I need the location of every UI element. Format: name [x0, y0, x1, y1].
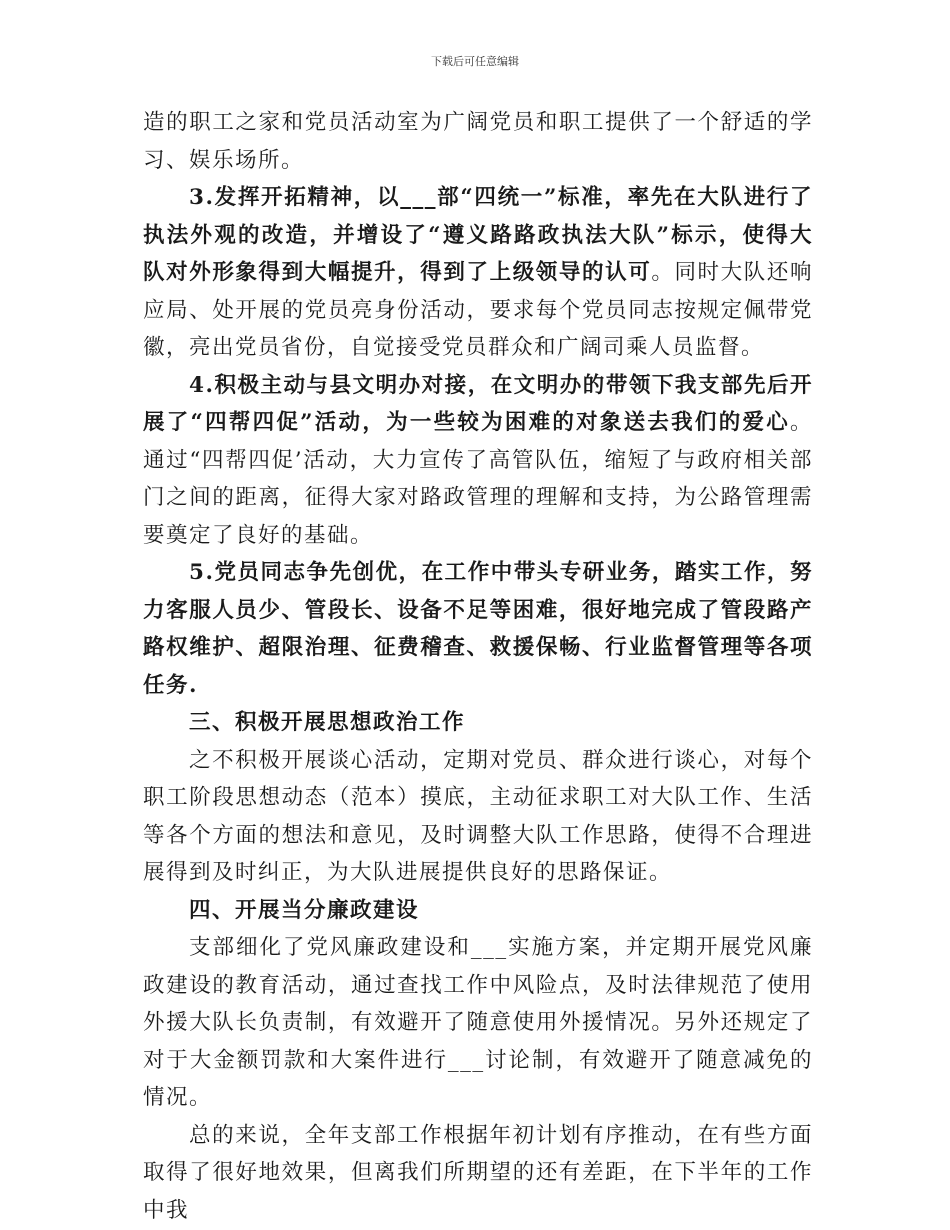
paragraph-item-4 [143, 367, 813, 555]
paragraph-continuation: 造的职工之家和党员活动室为广阔党员和职工提供了一个舒适的学习、娱乐场所。 [143, 110, 813, 173]
paragraph-integrity: 支部细化了党风廉政建设和___实施方案，并定期开展党风廉政建设的教育活动，通过查找工作中风险点，及时法律规范了使用外援大队长负责制，有效避开了随意使用外援情况。另外还规定了对于大金额罚款和大案件进行___讨论制，有效避开了随意减免的情况。 [143, 935, 813, 1110]
document-body [143, 104, 813, 1229]
item-4-normal-text: 。通过“四帮四促’活动，大力宣传了高管队伍，缩短了与政府相关部门之间的距离，征得大家对路政管理的理解和支持，为公路管理需要奠定了良好的基础。 [143, 410, 813, 548]
paragraph-item-3 [143, 179, 813, 367]
item-5-bold-text: 5.党员同志争先创优，在工作中带头专研业务，踏实工作，努力客服人员少、管段长、设备不足等困难，很好地完成了管段路产路权维护、超限治理、征费稽查、救援保畅、行业监督管理等各项任务. [143, 560, 813, 698]
item-4-bold-text: 4.积极主动与县文明办对接，在文明办的带领下我支部先后开展了“四帮四促”活动，为一些较为困难的对象送去我们的爱心 [143, 372, 813, 435]
paragraph-item-5 [143, 554, 813, 704]
item-3-normal-text: 。同时大队还响应局、处开展的党员亮身份活动，要求每个党员同志按规定佩带党徽，亮出党员省份，自觉接受党员群众和广阔司乘人员监督。 [143, 260, 813, 360]
paragraph-ideology: 之不积极开展谈心活动，定期对党员、群众进行谈心，对每个职工阶段思想动态（范本）摸底，主动征求职工对大队工作、生活等各个方面的想法和意见，及时调整大队工作思路，使得不合理进展得到及时纠正，为大队进展提供良好的思路保证。 [143, 747, 813, 885]
paragraph-summary: 总的来说，全年支部工作根据年初计划有序推动，在有些方面取得了很好地效果，但离我们所期望的还有差距，在下半年的工作中我 [143, 1122, 813, 1223]
page-header: 下载后可任意编辑 [431, 55, 519, 68]
section-heading-3: 三、积极开展思想政治工作 [189, 710, 466, 735]
item-3-bold-text: 3.发挥开拓精神，以___部“四统一”标准，率先在大队进行了执法外观的改造，并增设了“遵义路路政执法大队”标示，使得大队对外形象得到大幅提升，得到了上级领导的认可 [143, 185, 813, 285]
section-heading-4: 四、开展当分廉政建设 [189, 897, 420, 923]
